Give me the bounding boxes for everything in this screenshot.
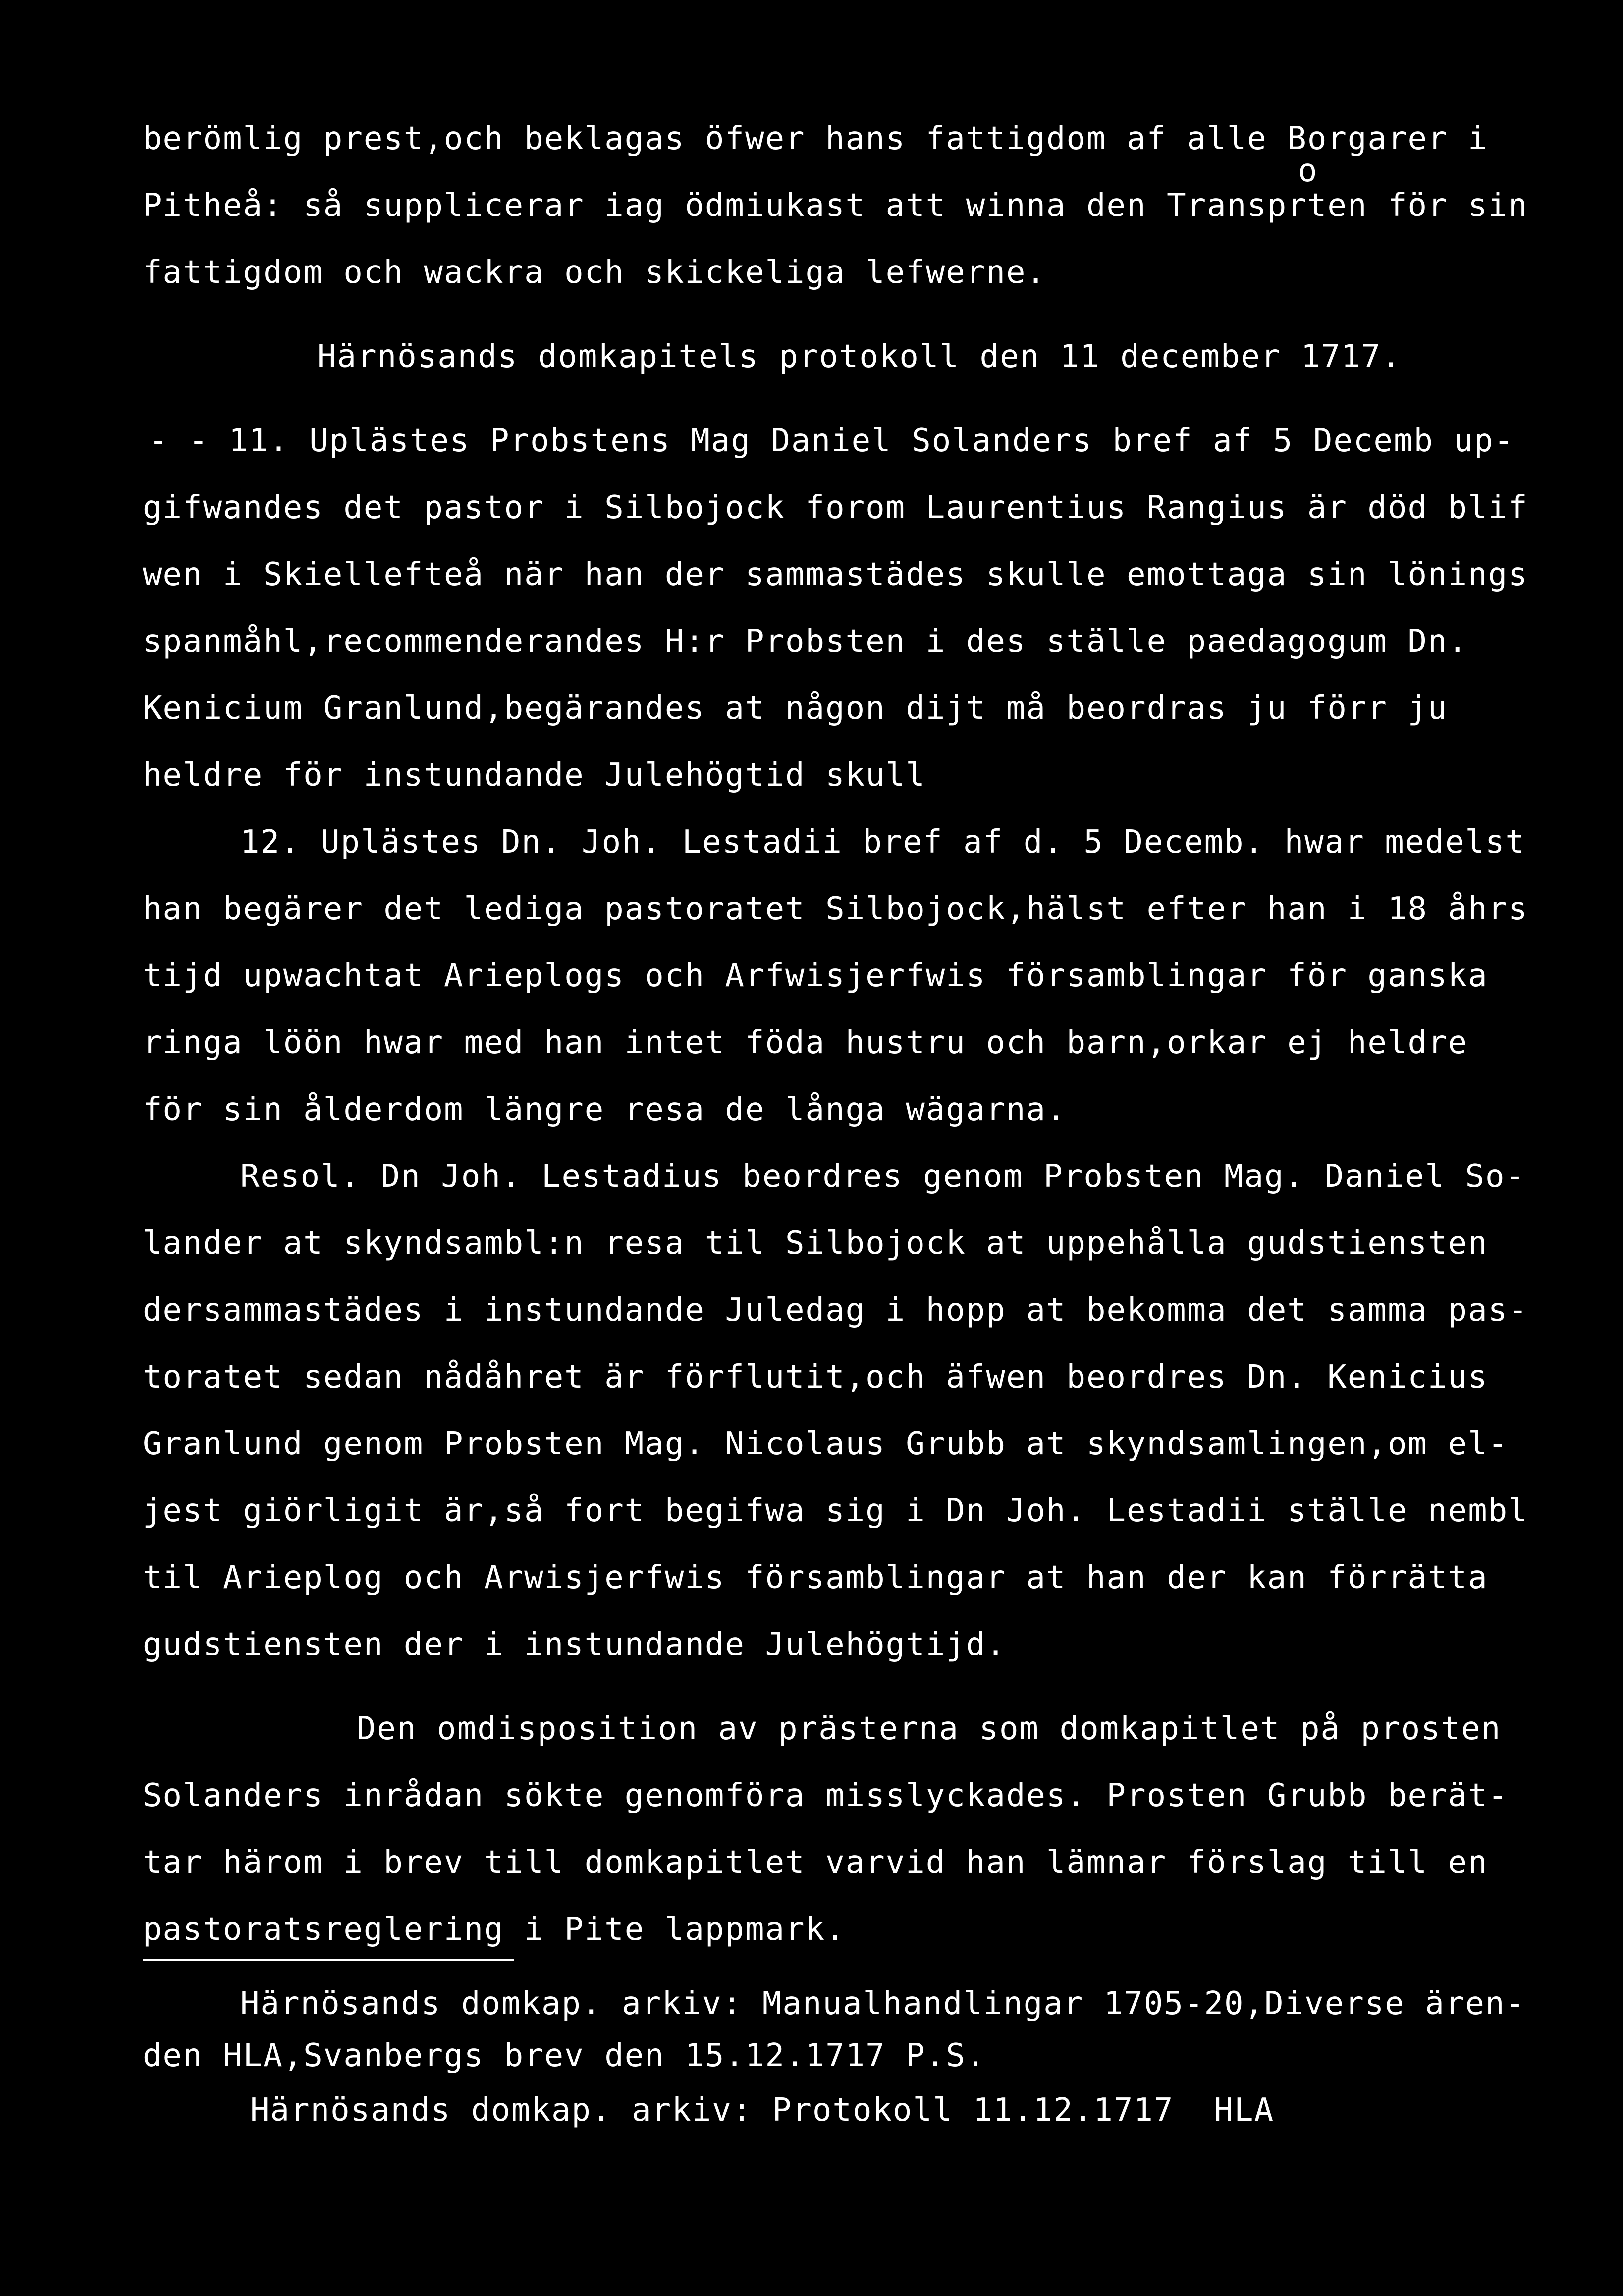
footnote-line: Härnösands domkap. arkiv: Manualhandlingar 1705-20,Diverse ären-	[240, 1985, 1525, 2022]
text-line: tijd upwachtat Arieplogs och Arfwisjerfwis församblingar för ganska	[143, 958, 1488, 994]
text-line: Solanders inrådan sökte genomföra misslyckades. Prosten Grubb berät-	[143, 1777, 1509, 1814]
footnote-rule	[143, 1959, 514, 1961]
footnote-line: den HLA,Svanbergs brev den 15.12.1717 P.S.	[143, 2037, 986, 2074]
text-line: - - 11. Uplästes Probstens Mag Daniel Solanders bref af 5 Decemb up-	[149, 423, 1515, 459]
text-line: spanmåhl,recommenderandes H:r Probsten i des ställe paedagogum Dn.	[143, 623, 1468, 660]
text-line: dersammastädes i instundande Juledag i hopp at bekomma det samma pas-	[143, 1292, 1528, 1329]
text-line: lander at skyndsambl:n resa til Silbojock at uppehålla gudstiensten	[143, 1225, 1488, 1262]
text-line: tar härom i brev till domkapitlet varvid han lämnar förslag till en	[143, 1844, 1488, 1881]
text-line: Resol. Dn Joh. Lestadius beordres genom Probsten Mag. Daniel So-	[240, 1158, 1525, 1195]
text-line: til Arieplog och Arwisjerfwis församblingar at han der kan förrätta	[143, 1559, 1488, 1596]
text-line: Den omdisposition av prästerna som domkapitlet på prosten	[357, 1710, 1502, 1747]
text-line: toratet sedan nådåhret är förflutit,och äfwen beordres Dn. Kenicius	[143, 1359, 1488, 1395]
text-line: gudstiensten der i instundande Julehögtijd.	[143, 1626, 1006, 1663]
text-line: fattigdom och wackra och skickeliga lefwerne.	[143, 254, 1046, 291]
text-line: för sin ålderdom längre resa de långa wägarna.	[143, 1091, 1067, 1128]
text-line: han begärer det lediga pastoratet Silbojock,hälst efter han i 18 åhrs	[143, 891, 1528, 927]
text-line: heldre för instundande Julehögtid skull	[143, 757, 926, 794]
text-line: Pitheå: så supplicerar iag ödmiukast att winna den Transprten för sin	[143, 187, 1528, 224]
text-line: ringa löön hwar med han intet föda hustru och barn,orkar ej heldre	[143, 1024, 1468, 1061]
text-line: jest giörligit är,så fort begifwa sig i Dn Joh. Lestadii ställe nembl	[143, 1493, 1528, 1529]
text-line: 12. Uplästes Dn. Joh. Lestadii bref af d. 5 Decemb. hwar medelst	[240, 824, 1525, 860]
section-heading: Härnösands domkapitels protokoll den 11 december 1717.	[317, 338, 1402, 375]
text-line: Kenicium Granlund,begärandes at någon dijt må beordras ju förr ju	[143, 690, 1448, 727]
superscript-o: o	[1298, 153, 1317, 189]
text-line: Granlund genom Probsten Mag. Nicolaus Grubb at skyndsamlingen,om el-	[143, 1426, 1509, 1462]
text-line: gifwandes det pastor i Silbojock forom Laurentius Rangius är död blif	[143, 489, 1528, 526]
text-line: wen i Skiellefteå när han der sammastädes skulle emottaga sin lönings	[143, 556, 1528, 593]
text-line: pastoratsreglering i Pite lappmark.	[143, 1911, 846, 1948]
text-line: berömlig prest,och beklagas öfwer hans fattigdom af alle Borgarer i	[143, 120, 1488, 157]
footnote-line: Härnösands domkap. arkiv: Protokoll 11.12.1717 HLA	[250, 2092, 1275, 2129]
